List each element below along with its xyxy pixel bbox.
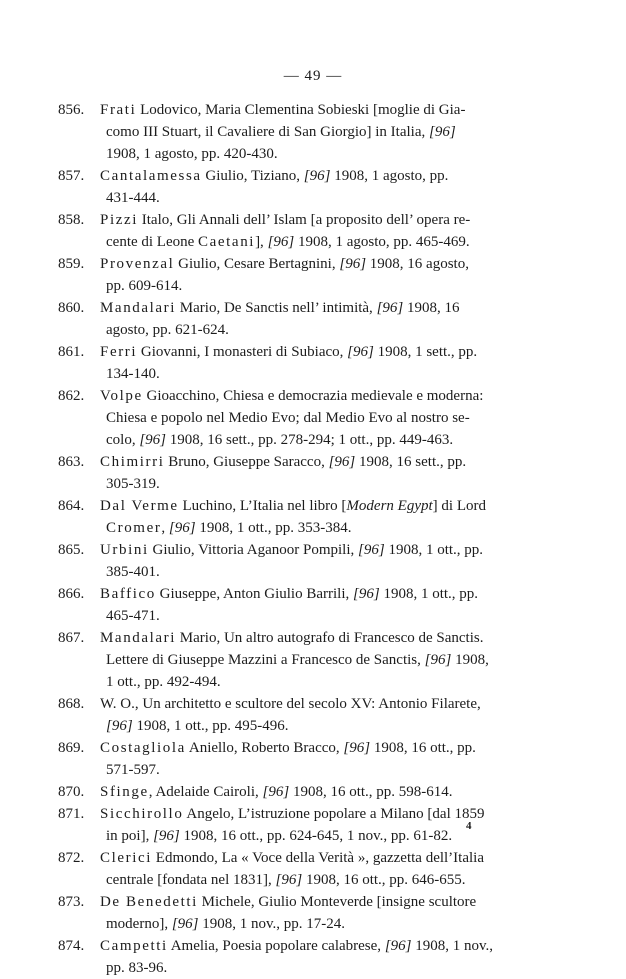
entry-number: 860. (58, 300, 85, 316)
entry-text: 1908, 1 agosto, pp. 465-469. (294, 234, 470, 250)
entry-text: 465-471. (106, 608, 160, 624)
bibliography-entry (0, 627, 626, 693)
entry-line (0, 209, 626, 231)
entry-text: Chiesa e popolo nel Medio Evo; dal Medio Evo al nostro se- (106, 410, 470, 426)
bibliography-entry (0, 451, 626, 495)
entry-text: Giulio, Vittoria Aganoor Pompili, (148, 542, 359, 558)
author-name: Baffico (100, 586, 156, 602)
entry-text: 1908, 1 nov., (411, 938, 494, 954)
entry-number: 862. (58, 388, 85, 404)
entry-text: 1908, 1 ott., pp. 353-384. (195, 520, 352, 536)
entry-line (0, 781, 626, 803)
entry-text: 1908, 16 (403, 300, 460, 316)
author-name: Ferri (100, 344, 138, 360)
entry-text: Mario, Un altro autografo di Francesco de Sanctis. (176, 630, 484, 646)
entry-line (0, 803, 626, 825)
entry-line (0, 121, 626, 143)
bibliography-entry (0, 539, 626, 583)
author-name: Sicchirollo (100, 806, 184, 822)
entry-line (0, 759, 626, 781)
entry-text: Aniello, Roberto Bracco, (185, 740, 344, 756)
entry-line (0, 825, 626, 847)
author-name: Clerici (100, 850, 153, 866)
italic-text: [96] (343, 740, 371, 756)
entry-number: 873. (58, 894, 85, 910)
author-name: Cantalamessa (100, 168, 202, 184)
entry-line (0, 385, 626, 407)
entry-text: 1 ott., pp. 492-494. (106, 674, 221, 690)
entry-line (0, 583, 626, 605)
author-name: Sfinge (100, 784, 149, 800)
entry-line (0, 165, 626, 187)
entry-line (0, 935, 626, 957)
italic-text: [96] (428, 124, 456, 140)
entry-text: Angelo, L’istruzione popolare a Milano [dal 1859 (183, 806, 485, 822)
entry-line (0, 847, 626, 869)
entry-line (0, 627, 626, 649)
bibliography-entry (0, 341, 626, 385)
entry-text: 1908, (451, 652, 489, 668)
bibliography-entry (0, 803, 626, 847)
italic-text: [96] (262, 784, 290, 800)
entry-line (0, 473, 626, 495)
entry-line (0, 957, 626, 979)
entry-text: 305-319. (106, 476, 160, 492)
italic-text: [96] (328, 454, 356, 470)
entry-text: cente di Leone (106, 234, 199, 250)
author-name: Caetani (198, 234, 256, 250)
entry-number: 856. (58, 102, 85, 118)
entry-text: Mario, De Sanctis nell’ intimità, (176, 300, 377, 316)
entry-line (0, 99, 626, 121)
entry-number: 871. (58, 806, 85, 822)
entry-line (0, 737, 626, 759)
signature-mark: 4 (466, 820, 472, 832)
entry-text: colo, (106, 432, 140, 448)
author-name: Costagliola (100, 740, 186, 756)
bibliography-entry (0, 495, 626, 539)
entry-text: 1908, 1 ott., pp. (379, 586, 479, 602)
entry-line (0, 143, 626, 165)
entry-text: , Adelaide Cairoli, (148, 784, 263, 800)
entry-text: Lettere di Giuseppe Mazzini a Francesco de Sanctis, (106, 652, 425, 668)
entry-line (0, 275, 626, 297)
entry-line (0, 649, 626, 671)
entry-line (0, 693, 626, 715)
entry-text: agosto, pp. 621-624. (106, 322, 229, 338)
entry-text: Luchino, L’Italia nel libro [ (178, 498, 347, 514)
italic-text: [96] (106, 718, 133, 734)
author-name: Campetti (100, 938, 168, 954)
entry-line (0, 429, 626, 451)
bibliography-entry (0, 693, 626, 737)
entry-text: Michele, Giulio Monteverde [insigne scultore (197, 894, 477, 910)
entry-text: 1908, 16 sett., pp. (355, 454, 467, 470)
entry-line (0, 253, 626, 275)
entry-number: 870. (58, 784, 85, 800)
entry-line (0, 869, 626, 891)
italic-text: [96] (358, 542, 385, 558)
author-name: Mandalari (100, 300, 177, 316)
author-name: Mandalari (100, 630, 177, 646)
entry-text: 1908, 1 agosto, pp. (330, 168, 449, 184)
page-number: — 49 — (283, 68, 343, 84)
entry-text: 1908, 16 ott., pp. 624-645, 1 nov., pp. 61-82. (179, 828, 453, 844)
entry-text: W. O., Un architetto e scultore del secolo XV: Antonio Filarete, (100, 696, 481, 712)
entry-text: 1908, 16 ott., pp. 646-655. (302, 872, 466, 888)
bibliography-entry (0, 297, 626, 341)
author-name: De Benedetti (100, 894, 198, 910)
entry-text: 1908, 16 sett., pp. 278-294; 1 ott., pp. 449-463. (166, 432, 454, 448)
italic-text: [96] (303, 168, 331, 184)
entry-number: 861. (58, 344, 85, 360)
entry-number: 857. (58, 168, 85, 184)
entry-text: Giovanni, I monasteri di Subiaco, (137, 344, 348, 360)
author-name: Urbini (100, 542, 149, 558)
italic-text: [96] (353, 586, 380, 602)
entry-number: 868. (58, 696, 85, 712)
italic-text: [96] (267, 234, 295, 250)
entry-text: 571-597. (106, 762, 160, 778)
author-name: Dal Verme (100, 498, 179, 514)
bibliography-entries (0, 99, 626, 979)
italic-text: [96] (168, 520, 196, 536)
entry-line (0, 231, 626, 253)
italic-text: [96] (376, 300, 404, 316)
bibliography-entry (0, 165, 626, 209)
entry-text: Amelia, Poesia popolare calabrese, (167, 938, 385, 954)
entry-text: 1908, 1 ott., pp. 495-496. (132, 718, 289, 734)
entry-text: como III Stuart, il Cavaliere di San Giorgio] in Italia, (106, 124, 429, 140)
italic-text: [96] (153, 828, 180, 844)
entry-line (0, 363, 626, 385)
italic-text: Modern Egypt (346, 498, 433, 514)
entry-number: 872. (58, 850, 85, 866)
entry-line (0, 187, 626, 209)
author-name: Provenzal (100, 256, 175, 272)
entry-number: 858. (58, 212, 85, 228)
entry-text: 385-401. (106, 564, 160, 580)
bibliography-entry (0, 99, 626, 165)
entry-text: 431-444. (106, 190, 160, 206)
italic-text: [96] (171, 916, 199, 932)
entry-text: 1908, 16 ott., pp. 598-614. (289, 784, 453, 800)
entry-text: centrale [fondata nel 1831], (106, 872, 276, 888)
entry-text: Gioacchino, Chiesa e democrazia medievale e moderna: (142, 388, 484, 404)
entry-number: 864. (58, 498, 85, 514)
entry-text: moderno], (106, 916, 172, 932)
entry-text: pp. 83-96. (106, 960, 168, 976)
italic-text: [96] (275, 872, 303, 888)
author-name: Volpe (100, 388, 143, 404)
entry-number: 859. (58, 256, 85, 272)
entry-text: 1908, 1 nov., pp. 17-24. (198, 916, 346, 932)
entry-text: 1908, 1 agosto, pp. 420-430. (106, 146, 278, 162)
bibliography-entry (0, 209, 626, 253)
bibliography-entry (0, 781, 626, 803)
italic-text: [96] (339, 256, 367, 272)
entry-text: in poi], (106, 828, 154, 844)
bibliography-entry (0, 253, 626, 297)
entry-text: ] di Lord (432, 498, 486, 514)
italic-text: [96] (347, 344, 374, 360)
entry-text: Edmondo, La « Voce della Verità », gazzetta dell’Italia (152, 850, 484, 866)
entry-text: pp. 609-614. (106, 278, 183, 294)
entry-line (0, 319, 626, 341)
entry-text: Lodovico, Maria Clementina Sobieski [moglie di Gia- (136, 102, 466, 118)
entry-text: 1908, 1 sett., pp. (373, 344, 478, 360)
entry-line (0, 913, 626, 935)
author-name: Pizzi (100, 212, 138, 228)
bibliography-entry (0, 737, 626, 781)
entry-text: Giulio, Cesare Bertagnini, (174, 256, 340, 272)
entry-text: 1908, 1 ott., pp. (384, 542, 484, 558)
entry-line (0, 517, 626, 539)
entry-line (0, 891, 626, 913)
entry-number: 863. (58, 454, 85, 470)
bibliography-entry (0, 847, 626, 891)
entry-text: , (161, 520, 169, 536)
entry-number: 865. (58, 542, 85, 558)
entry-text: 134-140. (106, 366, 160, 382)
entry-line (0, 605, 626, 627)
entry-line (0, 407, 626, 429)
entry-line (0, 297, 626, 319)
entry-line (0, 341, 626, 363)
entry-number: 869. (58, 740, 85, 756)
entry-text: Italo, Gli Annali dell’ Islam [a proposito dell’ opera re- (138, 212, 471, 228)
entry-text: Giulio, Tiziano, (201, 168, 304, 184)
entry-line (0, 451, 626, 473)
entry-number: 874. (58, 938, 85, 954)
entry-line (0, 539, 626, 561)
italic-text: [96] (424, 652, 452, 668)
bibliography-entry (0, 583, 626, 627)
entry-number: 867. (58, 630, 85, 646)
italic-text: [96] (139, 432, 167, 448)
author-name: Cromer (106, 520, 162, 536)
entry-number: 866. (58, 586, 85, 602)
entry-text: Bruno, Giuseppe Saracco, (164, 454, 329, 470)
entry-line (0, 671, 626, 693)
entry-line (0, 715, 626, 737)
author-name: Frati (100, 102, 137, 118)
bibliography-entry (0, 935, 626, 979)
entry-line (0, 495, 626, 517)
entry-line (0, 561, 626, 583)
entry-text: 1908, 16 ott., pp. (370, 740, 476, 756)
italic-text: [96] (384, 938, 412, 954)
entry-text: ], (255, 234, 268, 250)
entry-text: 1908, 16 agosto, (366, 256, 469, 272)
bibliography-entry (0, 385, 626, 451)
author-name: Chimirri (100, 454, 165, 470)
bibliography-entry (0, 891, 626, 935)
entry-text: Giuseppe, Anton Giulio Barrili, (155, 586, 353, 602)
